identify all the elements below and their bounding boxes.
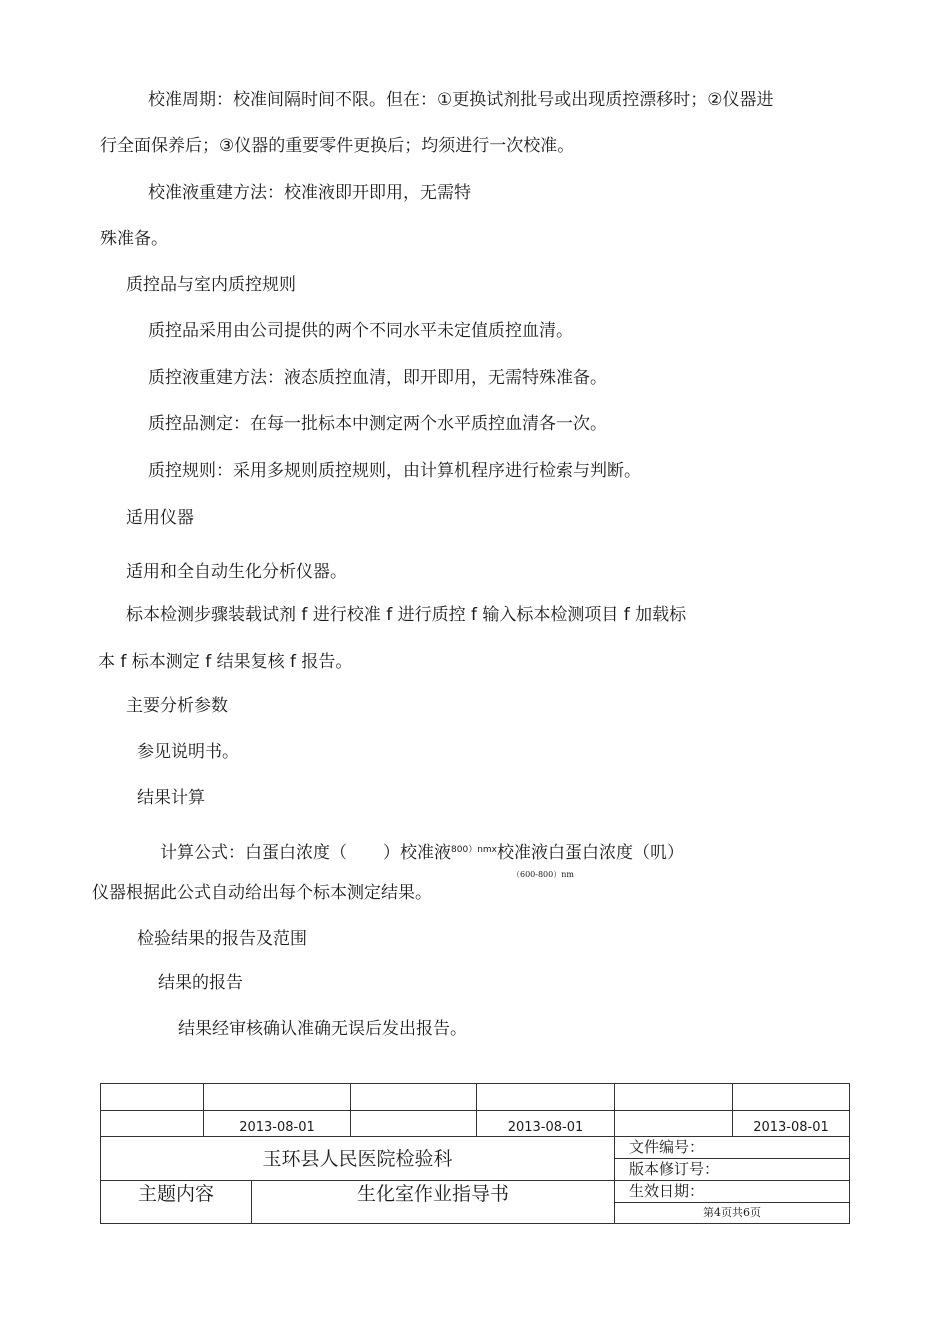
heading-qc-rules: 质控品与室内质控规则 [126, 275, 296, 295]
heading-result-report: 结果的报告 [158, 973, 243, 993]
footer-empty-cell [101, 1084, 204, 1111]
footer-empty-cell [615, 1111, 733, 1137]
heading-instruments: 适用仪器 [126, 508, 194, 528]
paragraph-calibration-period-line2: 行全面保养后；③仪器的重要零件更换后；均须进行一次校准。 [100, 136, 575, 156]
formula-sep: ） [468, 845, 478, 855]
footer-organization: 玉环县人民医院检验科 [101, 1137, 615, 1181]
heading-report-range: 检验结果的报告及范围 [137, 929, 307, 949]
paragraph-report-issue: 结果经审核确认准确无误后发出报告。 [178, 1019, 467, 1039]
paragraph-procedure-line2: 本 f 标本测定 f 结果复核 f 报告。 [98, 652, 353, 672]
formula-part1: 计算公式：白蛋白浓度（ [160, 843, 347, 863]
paragraph-auto-result: 仪器根据此公式自动给出每个标本测定结果。 [92, 883, 432, 903]
footer-subject-label: 主题内容 [101, 1181, 252, 1224]
formula-part2: ）校准液 [383, 843, 451, 863]
formula-subscript: （600-800）nm [512, 870, 574, 879]
paragraph-qc-measurement: 质控品测定：在每一批标本中测定两个水平质控血清各一次。 [148, 414, 607, 434]
footer-effective-date: 生效日期： [615, 1181, 850, 1203]
paragraph-procedure-line1: 标本检测步骤装载试剂 f 进行校准 f 进行质控 f 输入标本检测项目 f 加载标 [126, 605, 687, 625]
footer-date-2: 2013-08-01 [477, 1111, 615, 1137]
heading-result-calculation: 结果计算 [137, 788, 205, 808]
paragraph-calibrator-reconstitution-line1: 校准液重建方法：校准液即开即用，无需特 [148, 183, 471, 203]
footer-empty-cell [733, 1084, 850, 1111]
formula-line [160, 842, 684, 864]
footer-empty-cell [351, 1084, 477, 1111]
document-footer-table [100, 1083, 850, 1224]
paragraph-qc-rule: 质控规则：采用多规则质控规则，由计算机程序进行检索与判断。 [148, 461, 641, 481]
paragraph-see-manual: 参见说明书。 [137, 742, 239, 762]
formula-sup-800: 800 [451, 845, 469, 855]
footer-page-number: 第4页共6页 [615, 1203, 850, 1224]
footer-empty-cell [351, 1111, 477, 1137]
paragraph-qc-reconstitution: 质控液重建方法：液态质控血清，即开即用，无需特殊准备。 [148, 368, 607, 388]
footer-empty-cell [204, 1084, 351, 1111]
formula-sup-nmx: nmx [477, 845, 498, 855]
paragraph-qc-material: 质控品采用由公司提供的两个不同水平未定值质控血清。 [148, 321, 573, 341]
footer-empty-cell [477, 1084, 615, 1111]
footer-date-1: 2013-08-01 [204, 1111, 351, 1137]
paragraph-instruments: 适用和全自动生化分析仪器。 [126, 562, 347, 582]
paragraph-calibrator-reconstitution-line2: 殊准备。 [100, 229, 168, 249]
formula-part3: 校准液白蛋白浓度（叽） [497, 843, 685, 863]
footer-version: 版本修订号： [615, 1159, 850, 1181]
heading-analysis-params: 主要分析参数 [126, 696, 228, 716]
footer-file-number: 文件编号： [615, 1137, 850, 1159]
footer-document-title: 生化室作业指导书 [252, 1181, 615, 1224]
footer-date-3: 2013-08-01 [733, 1111, 850, 1137]
paragraph-calibration-period-line1: 校准周期：校准间隔时间不限。但在：①更换试剂批号或出现质控漂移时；②仪器进 [148, 90, 774, 110]
footer-empty-cell [615, 1084, 733, 1111]
footer-empty-cell [101, 1111, 204, 1137]
